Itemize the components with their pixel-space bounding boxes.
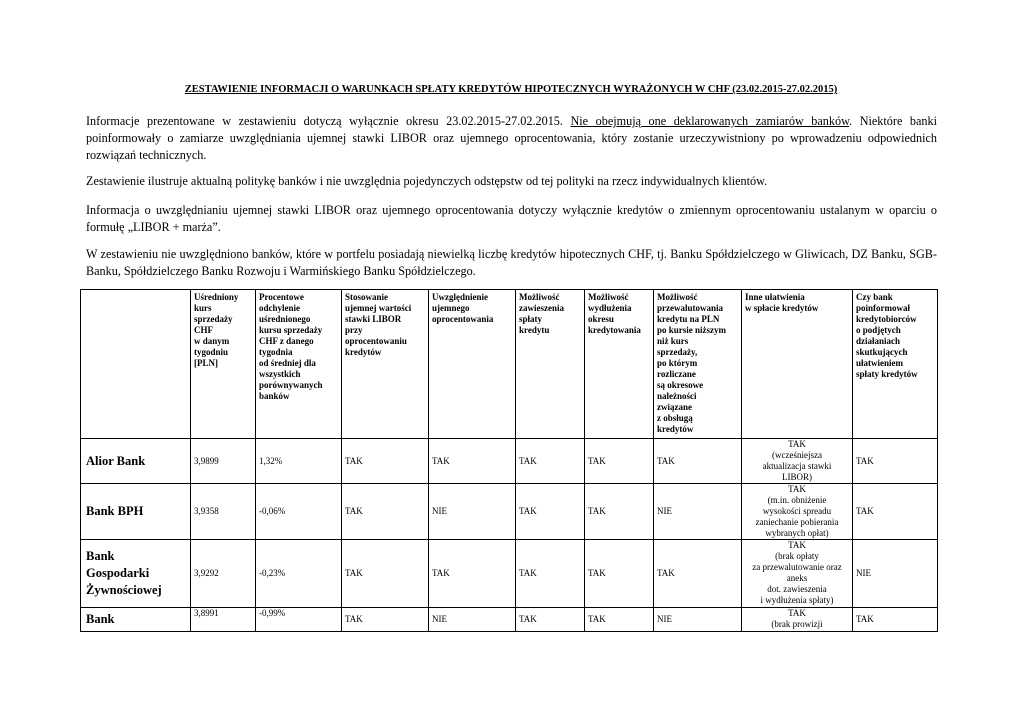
- other-facilities-value: [742, 439, 853, 484]
- cell-line: Uśredniony: [194, 292, 239, 302]
- libor-value: TAK: [342, 540, 429, 608]
- cell-line: rozliczane: [657, 369, 696, 379]
- cell-line: TAK: [788, 439, 806, 449]
- cell-line: Alior Bank: [86, 453, 146, 468]
- cell-line: Możliwość: [657, 292, 698, 302]
- cell-line: tygodniu: [194, 347, 229, 357]
- paragraph-excluded-banks: W zestawieniu nie uwzględniono banków, które w portfelu posiadają niewielką liczbę kredytów hipotecznych CHF, tj. Banku Spółdzielczego w Gliwicach, DZ Banku, SGB-Banku, Spółdzielczego Banku Rozwoju i Warmińskiego Banku Spółdzielczego.: [86, 247, 937, 278]
- cell-line: kredytu: [519, 325, 550, 335]
- cell-line: wybranych opłat): [765, 528, 829, 538]
- libor-value: TAK: [342, 484, 429, 540]
- header-negative-libor: [342, 290, 429, 439]
- cell-line: kurs: [194, 303, 212, 313]
- suspension-value: TAK: [516, 540, 585, 608]
- other-facilities-value: [742, 608, 853, 632]
- cell-line: kredytu na PLN: [657, 314, 720, 324]
- avg-rate: 3,8991: [191, 608, 256, 632]
- paragraph-scope-part2: . Niektóre banki poinformowały o zamiarze uwzględniania ujemnej stawki LIBOR oraz ujemnego oprocentowania, który zostanie urzeczywistniony po wprowadzeniu odpowiednich rozwiązań technicznych.: [86, 114, 937, 162]
- cell-line: Bank: [86, 549, 115, 563]
- libor-value: TAK: [342, 439, 429, 484]
- cell-line: aneks: [786, 573, 808, 583]
- cell-line: banków: [259, 391, 290, 401]
- cell-line: wszystkich: [259, 369, 301, 379]
- header-informed: [853, 290, 938, 439]
- cell-line: stawki LIBOR: [345, 314, 402, 324]
- cell-line: Bank: [86, 612, 115, 626]
- cell-line: przy: [345, 325, 363, 335]
- cell-line: zawieszenia: [519, 303, 564, 313]
- cell-line: kredytów: [345, 347, 382, 357]
- document-title: ZESTAWIENIE INFORMACJI O WARUNKACH SPŁATY KREDYTÓW HIPOTECZNYCH WYRAŻONYCH W CHF (23.02.2015-27.02.2015): [184, 84, 838, 95]
- avg-rate: 3,9292: [191, 540, 256, 608]
- cell-line: po kursie niższym: [657, 325, 727, 335]
- informed-value: TAK: [853, 484, 938, 540]
- cell-line: wysokości spreadu: [762, 506, 832, 516]
- informed-value: TAK: [853, 439, 938, 484]
- cell-line: w spłacie kredytów: [745, 303, 819, 313]
- cell-line: Możliwość: [588, 292, 629, 302]
- avg-rate: 3,9899: [191, 439, 256, 484]
- cell-line: przewalutowania: [657, 303, 723, 313]
- extension-value: TAK: [585, 484, 654, 540]
- table-row: [81, 540, 938, 608]
- cell-line: dot. zawieszenia: [767, 584, 827, 594]
- cell-line: (brak prowizji: [771, 619, 823, 629]
- deviation: 1,32%: [256, 439, 342, 484]
- cell-line: za przewalutowanie oraz: [752, 562, 842, 572]
- deviation: -0,99%: [256, 608, 342, 632]
- header-deviation: [256, 290, 342, 439]
- cell-line: Czy bank: [856, 292, 893, 302]
- cell-line: ułatwieniem: [856, 358, 903, 368]
- paragraph-libor-formula: Informacja o uwzględnianiu ujemnej stawki LIBOR oraz ujemnego oprocentowania dotyczy wyłącznie kredytów o zmiennym oprocentowaniu ustalanym w oparciu o formułę „LIBOR + marża”.: [86, 203, 937, 234]
- cell-line: CHF z danego: [259, 336, 314, 346]
- cell-line: działaniach: [856, 336, 901, 346]
- negative-interest-value: NIE: [429, 484, 516, 540]
- cell-line: Bank BPH: [86, 504, 144, 518]
- cell-line: Stosowanie: [345, 292, 389, 302]
- cell-line: Procentowe: [259, 292, 304, 302]
- cell-line: poinformował: [856, 303, 910, 313]
- cell-line: kursu sprzedaży: [259, 325, 323, 335]
- negative-interest-value: TAK: [429, 540, 516, 608]
- cell-line: o podjętych: [856, 325, 901, 335]
- cell-line: sprzedaży: [194, 314, 233, 324]
- cell-line: od średniej dla: [259, 358, 316, 368]
- suspension-value: TAK: [516, 484, 585, 540]
- cell-line: niż kurs: [657, 336, 689, 346]
- negative-interest-value: TAK: [429, 439, 516, 484]
- cell-line: kredytobiorców: [856, 314, 917, 324]
- header-suspension: [516, 290, 585, 439]
- cell-line: kredytowania: [588, 325, 641, 335]
- cell-line: sprzedaży,: [657, 347, 698, 357]
- cell-line: LIBOR): [782, 472, 812, 482]
- cell-line: oprocentowania: [432, 314, 494, 324]
- cell-line: TAK: [788, 484, 806, 494]
- cell-line: Uwzględnienie: [432, 292, 488, 302]
- cell-line: związane: [657, 402, 692, 412]
- cell-line: ujemnej wartości: [345, 303, 412, 313]
- cell-line: TAK: [788, 608, 806, 618]
- bank-name: [81, 608, 191, 632]
- paragraph-policy: Zestawienie ilustruje aktualną politykę banków i nie uwzględnia pojedynczych odstępstw od tej polityki na rzecz indywidualnych klientów.: [86, 174, 768, 188]
- cell-line: ujemnego: [432, 303, 470, 313]
- table-row: [81, 608, 938, 632]
- other-facilities-value: [742, 484, 853, 540]
- cell-line: (wcześniejsza: [772, 450, 822, 460]
- cell-line: Żywnościowej: [86, 583, 162, 597]
- conversion-value: NIE: [654, 608, 742, 632]
- cell-line: i wydłużenia spłaty): [760, 595, 834, 605]
- bank-name: [81, 439, 191, 484]
- cell-line: spłaty: [519, 314, 543, 324]
- conversion-value: TAK: [654, 540, 742, 608]
- cell-line: Możliwość: [519, 292, 560, 302]
- deviation: -0,23%: [256, 540, 342, 608]
- table-row: [81, 484, 938, 540]
- informed-value: TAK: [853, 608, 938, 632]
- cell-line: porównywanych: [259, 380, 323, 390]
- paragraph-scope: [86, 113, 937, 164]
- cell-line: oprocentowaniu: [345, 336, 407, 346]
- other-facilities-value: [742, 540, 853, 608]
- cell-line: z obsługą: [657, 413, 693, 423]
- cell-line: [PLN]: [194, 358, 218, 368]
- cell-line: są okresowe: [657, 380, 704, 390]
- cell-line: po którym: [657, 358, 698, 368]
- suspension-value: TAK: [516, 608, 585, 632]
- loan-conditions-table: [80, 289, 938, 632]
- bank-name: [81, 540, 191, 608]
- cell-line: (m.in. obniżenie: [767, 495, 827, 505]
- extension-value: TAK: [585, 540, 654, 608]
- deviation: -0,06%: [256, 484, 342, 540]
- header-empty: [81, 290, 191, 439]
- cell-line: odchylenie: [259, 303, 301, 313]
- header-extension: [585, 290, 654, 439]
- conversion-value: NIE: [654, 484, 742, 540]
- bank-name: [81, 484, 191, 540]
- header-avg-rate: [191, 290, 256, 439]
- cell-line: w danym: [194, 336, 230, 346]
- cell-line: (brak opłaty: [775, 551, 819, 561]
- cell-line: CHF: [194, 325, 213, 335]
- cell-line: kredytów: [657, 424, 694, 434]
- table-row: [81, 439, 938, 484]
- header-other-facilities: [742, 290, 853, 439]
- cell-line: Inne ułatwienia: [745, 292, 805, 302]
- cell-line: TAK: [788, 540, 806, 550]
- cell-line: zaniechanie pobierania: [755, 517, 839, 527]
- header-conversion: [654, 290, 742, 439]
- cell-line: wydłużenia: [588, 303, 632, 313]
- avg-rate: 3,9358: [191, 484, 256, 540]
- paragraph-scope-part1: Informacje prezentowane w zestawieniu dotyczą wyłącznie okresu 23.02.2015-27.02.2015.: [86, 114, 571, 128]
- cell-line: należności: [657, 391, 697, 401]
- informed-value: NIE: [853, 540, 938, 608]
- libor-value: TAK: [342, 608, 429, 632]
- cell-line: aktualizacja stawki: [762, 461, 832, 471]
- extension-value: TAK: [585, 608, 654, 632]
- paragraph-scope-underlined: Nie obejmują one deklarowanych zamiarów banków: [570, 114, 850, 128]
- cell-line: okresu: [588, 314, 614, 324]
- negative-interest-value: NIE: [429, 608, 516, 632]
- header-negative-interest: [429, 290, 516, 439]
- cell-line: skutkujących: [856, 347, 908, 357]
- cell-line: uśrednionego: [259, 314, 311, 324]
- conversion-value: TAK: [654, 439, 742, 484]
- suspension-value: TAK: [516, 439, 585, 484]
- table-header-row: [81, 290, 938, 439]
- cell-line: Gospodarki: [86, 566, 150, 580]
- cell-line: tygodnia: [259, 347, 293, 357]
- cell-line: spłaty kredytów: [856, 369, 918, 379]
- extension-value: TAK: [585, 439, 654, 484]
